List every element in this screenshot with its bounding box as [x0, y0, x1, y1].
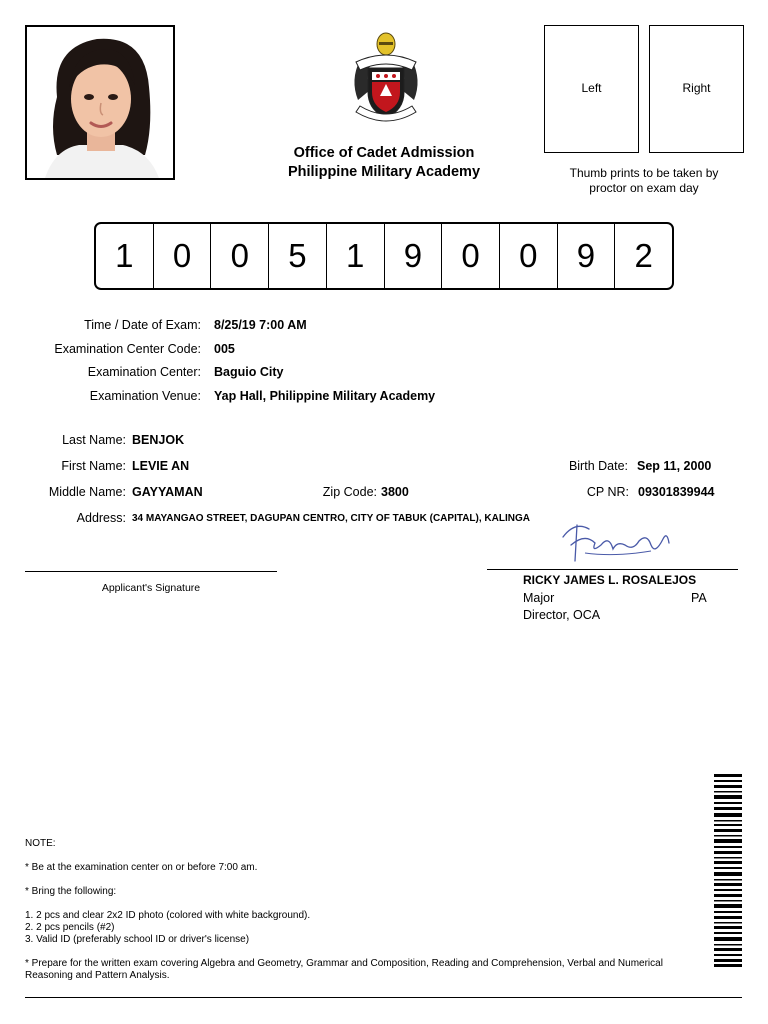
note-item-id: 3. Valid ID (preferably school ID or driver's license) [25, 934, 250, 945]
note-item-pencils: 2. 2 pcs pencils (#2) [25, 922, 115, 933]
pma-crest-icon [346, 30, 426, 130]
left-thumb-label: Left [581, 81, 602, 95]
exam-number-digit: 0 [154, 224, 212, 288]
bottom-divider [25, 997, 742, 998]
director-name: RICKY JAMES L. ROSALEJOS [523, 573, 697, 587]
left-thumbprint-box [544, 25, 639, 153]
note-arrival: * Be at the examination center on or before 7:00 am. [25, 862, 258, 873]
exam-number-digit: 9 [558, 224, 616, 288]
exam-number-digit: 0 [442, 224, 500, 288]
notes-heading: NOTE: [25, 838, 56, 849]
director-branch: PA [691, 591, 707, 605]
cp-nr-label: CP NR: [586, 485, 629, 499]
venue-value: Yap Hall, Philippine Military Academy [214, 389, 436, 403]
exam-number-digit: 0 [500, 224, 558, 288]
exam-number-digit: 1 [96, 224, 154, 288]
title-line-academy: Philippine Military Academy [287, 164, 481, 180]
notes-section [25, 838, 705, 982]
page-title [250, 144, 518, 182]
note-item-photo: 1. 2 pcs and clear 2x2 ID photo (colored with white background). [25, 910, 311, 921]
center-code-label: Examination Center Code: [54, 342, 201, 356]
thumbprint-note [544, 166, 744, 196]
time-date-label: Time / Date of Exam: [84, 318, 201, 332]
exam-number-digit: 9 [385, 224, 443, 288]
middle-name-value: GAYYAMAN [132, 485, 203, 499]
first-name-label: First Name: [61, 459, 126, 473]
title-line-office: Office of Cadet Admission [293, 145, 475, 161]
barcode-icon [714, 774, 742, 967]
center-value: Baguio City [214, 365, 284, 379]
thumb-note-line1: Thumb prints to be taken by [569, 166, 719, 180]
right-thumbprint-box [649, 25, 744, 153]
director-title: Director, OCA [523, 608, 601, 622]
last-name-label: Last Name: [62, 433, 126, 447]
note-prepare: * Prepare for the written exam covering Algebra and Geometry, Grammar and Composition, Reading and Comprehension, Verbal and Numerical Reasoning and Pattern Analysis. [25, 958, 663, 981]
birth-date-label: Birth Date: [568, 459, 628, 473]
director-signature-icon [555, 515, 675, 567]
birth-date-value: Sep 11, 2000 [637, 459, 712, 473]
center-label: Examination Center: [87, 365, 201, 379]
right-thumb-label: Right [682, 81, 711, 95]
address-value: 34 MAYANGAO STREET, DAGUPAN CENTRO, CITY OF TABUK (CAPITAL), KALINGA [132, 513, 530, 524]
thumb-note-line2: proctor on exam day [589, 181, 699, 195]
center-code-value: 005 [214, 342, 235, 356]
first-name-value: LEVIE AN [132, 459, 190, 473]
director-rank: Major [523, 591, 555, 605]
exam-number-digit: 5 [269, 224, 327, 288]
cp-nr-value: 09301839944 [638, 485, 715, 499]
zip-code-label: Zip Code: [322, 485, 377, 499]
exam-number-digit: 0 [211, 224, 269, 288]
exam-number [94, 222, 674, 290]
middle-name-label: Middle Name: [48, 485, 126, 499]
applicant-photo-image [27, 27, 173, 178]
applicant-signature-label: Applicant's Signature [101, 582, 201, 594]
applicant-signature-line [25, 571, 277, 572]
exam-number-digit: 2 [634, 237, 653, 274]
applicant-photo [25, 25, 175, 180]
director-signature-line [487, 569, 738, 570]
time-date-value: 8/25/19 7:00 AM [214, 318, 307, 332]
exam-number-digit: 1 [327, 224, 385, 288]
venue-label: Examination Venue: [89, 389, 201, 403]
address-label: Address: [76, 511, 126, 525]
zip-code-value: 3800 [381, 485, 409, 499]
note-bring: * Bring the following: [25, 886, 117, 897]
last-name-value: BENJOK [132, 433, 185, 447]
